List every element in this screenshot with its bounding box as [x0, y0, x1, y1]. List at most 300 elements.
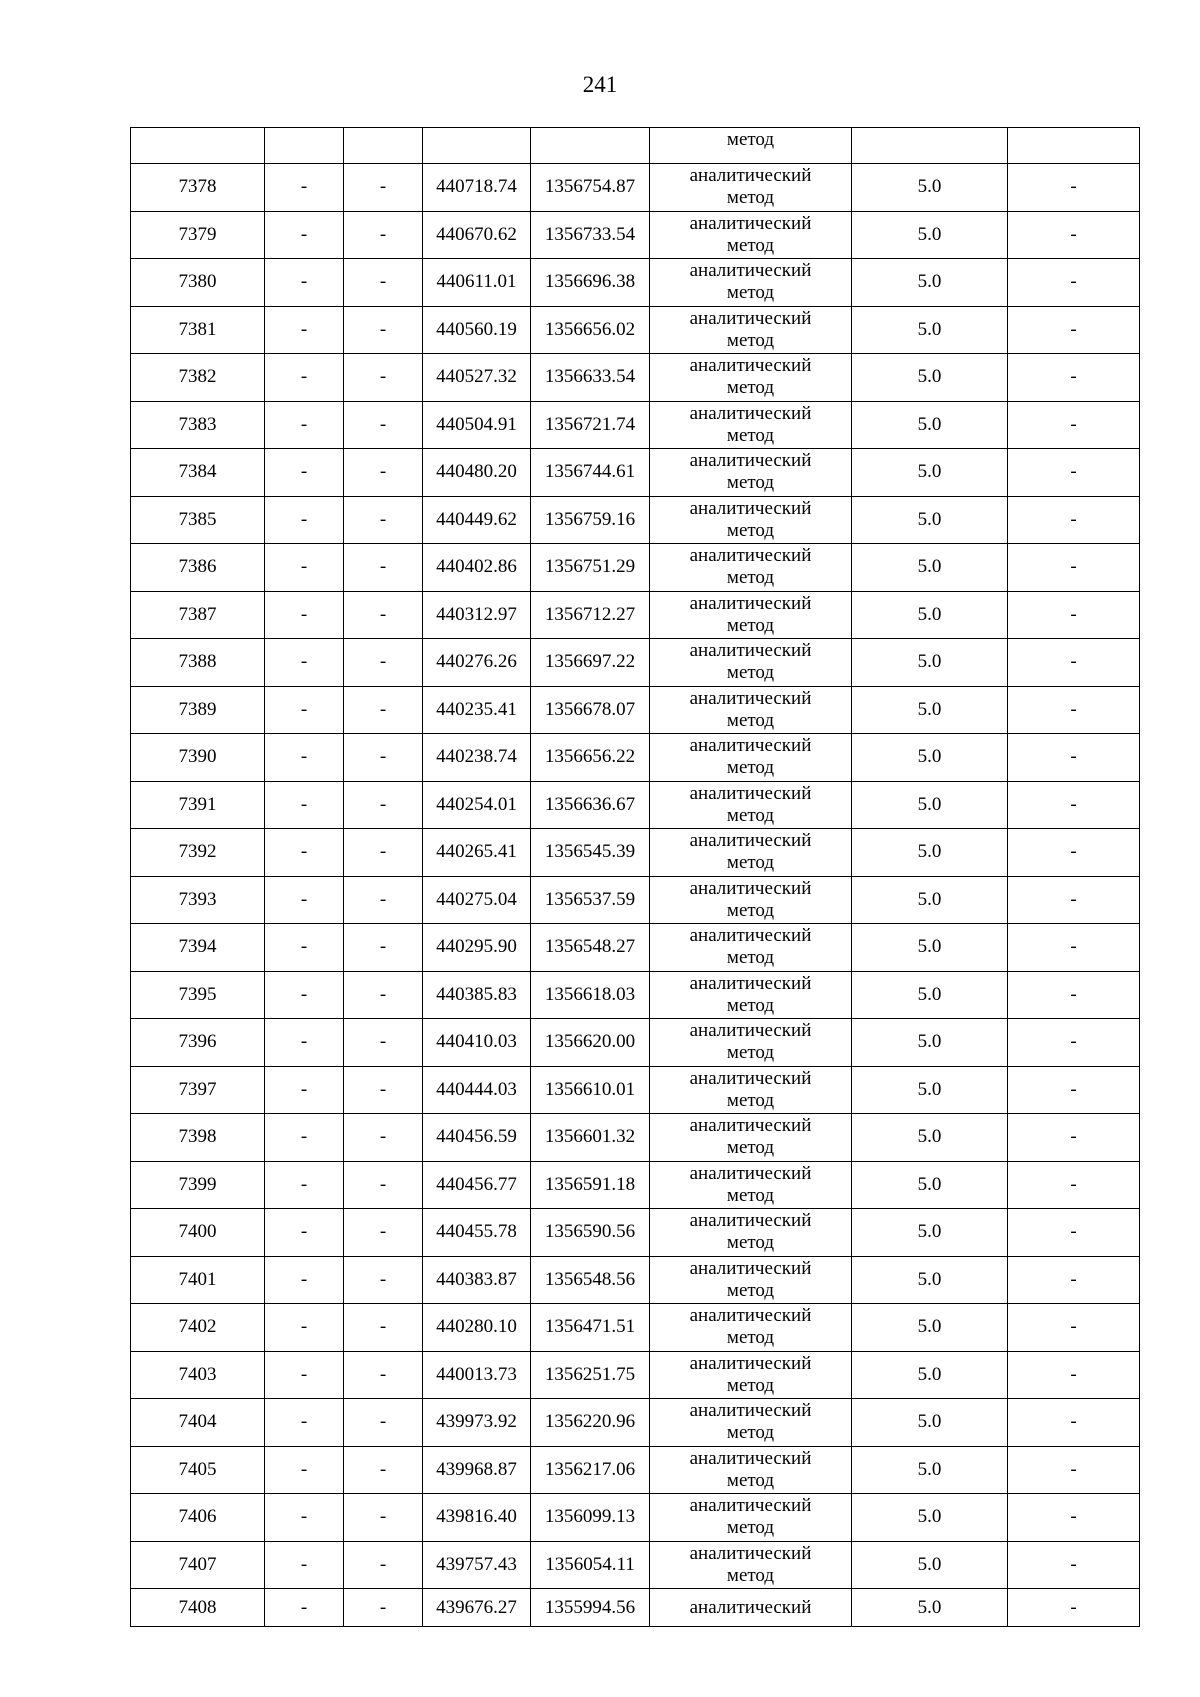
- cell-accuracy: 5.0: [852, 1019, 1008, 1067]
- cell-x: [423, 128, 531, 164]
- method-line: метод: [726, 1422, 775, 1444]
- cell-x: 440480.20: [423, 449, 531, 497]
- method-line: аналитический: [689, 402, 812, 424]
- cell-col3: -: [344, 1494, 423, 1542]
- cell-number: 7389: [131, 686, 265, 734]
- table-row: [131, 781, 1140, 829]
- cell-col3: -: [344, 1209, 423, 1257]
- method-line: аналитический: [689, 782, 812, 804]
- cell-y: 1356471.51: [531, 1304, 650, 1352]
- cell-col3: -: [344, 1446, 423, 1494]
- cell-method: [650, 1399, 852, 1447]
- cell-number: 7381: [131, 306, 265, 354]
- cell-method: [650, 1446, 852, 1494]
- cell-method: [650, 1494, 852, 1542]
- cell-method: [650, 128, 852, 164]
- cell-col8: -: [1008, 1066, 1140, 1114]
- cell-col8: -: [1008, 401, 1140, 449]
- cell-col2: -: [265, 306, 344, 354]
- cell-x: 440235.41: [423, 686, 531, 734]
- cell-method: [650, 734, 852, 782]
- method-line: аналитический: [689, 450, 812, 472]
- cell-col3: -: [344, 591, 423, 639]
- table-row: [131, 1494, 1140, 1542]
- cell-col8: -: [1008, 1019, 1140, 1067]
- cell-col3: -: [344, 1019, 423, 1067]
- cell-accuracy: 5.0: [852, 734, 1008, 782]
- cell-col8: -: [1008, 1399, 1140, 1447]
- cell-accuracy: 5.0: [852, 401, 1008, 449]
- cell-col2: -: [265, 781, 344, 829]
- cell-accuracy: [852, 128, 1008, 164]
- cell-accuracy: 5.0: [852, 1209, 1008, 1257]
- cell-col3: -: [344, 734, 423, 782]
- cell-y: 1356548.27: [531, 924, 650, 972]
- cell-col8: -: [1008, 354, 1140, 402]
- method-line: аналитический: [689, 1305, 812, 1327]
- method-line: метод: [726, 1327, 775, 1349]
- cell-accuracy: 5.0: [852, 306, 1008, 354]
- cell-accuracy: 5.0: [852, 354, 1008, 402]
- table-row: [131, 164, 1140, 212]
- cell-y: 1356721.74: [531, 401, 650, 449]
- cell-col8: -: [1008, 449, 1140, 497]
- cell-x: 440611.01: [423, 259, 531, 307]
- method-line: метод: [726, 1042, 775, 1064]
- cell-col2: -: [265, 1066, 344, 1114]
- cell-accuracy: 5.0: [852, 1399, 1008, 1447]
- cell-col2: -: [265, 259, 344, 307]
- cell-y: 1356099.13: [531, 1494, 650, 1542]
- cell-col3: -: [344, 686, 423, 734]
- table-row: [131, 496, 1140, 544]
- cell-method: [650, 1019, 852, 1067]
- cell-col2: -: [265, 1494, 344, 1542]
- cell-col2: -: [265, 1541, 344, 1589]
- cell-col2: -: [265, 829, 344, 877]
- cell-accuracy: 5.0: [852, 544, 1008, 592]
- cell-col3: -: [344, 1304, 423, 1352]
- cell-method: [650, 924, 852, 972]
- method-line: метод: [726, 1184, 775, 1206]
- cell-number: 7387: [131, 591, 265, 639]
- cell-y: 1356636.67: [531, 781, 650, 829]
- cell-y: 1356633.54: [531, 354, 650, 402]
- table-row: [131, 1066, 1140, 1114]
- cell-col2: -: [265, 1351, 344, 1399]
- method-line: метод: [726, 1137, 775, 1159]
- method-line: аналитический: [689, 592, 812, 614]
- cell-method: аналитический: [650, 1589, 852, 1627]
- cell-method: [650, 496, 852, 544]
- table-row: [131, 259, 1140, 307]
- method-line: метод: [726, 1232, 775, 1254]
- method-line: метод: [726, 1374, 775, 1396]
- cell-col3: -: [344, 971, 423, 1019]
- cell-method: [650, 211, 852, 259]
- cell-number: 7384: [131, 449, 265, 497]
- method-line: метод: [726, 614, 775, 636]
- cell-col8: -: [1008, 591, 1140, 639]
- cell-number: 7398: [131, 1114, 265, 1162]
- table-row: [131, 1256, 1140, 1304]
- cell-col3: -: [344, 1114, 423, 1162]
- cell-x: 440275.04: [423, 876, 531, 924]
- table-row: [131, 449, 1140, 497]
- cell-y: [531, 128, 650, 164]
- cell-accuracy: 5.0: [852, 449, 1008, 497]
- method-line: аналитический: [689, 830, 812, 852]
- cell-x: 439973.92: [423, 1399, 531, 1447]
- cell-y: 1356610.01: [531, 1066, 650, 1114]
- cell-col2: -: [265, 1161, 344, 1209]
- cell-method: [650, 1304, 852, 1352]
- cell-col8: -: [1008, 544, 1140, 592]
- cell-y: 1356591.18: [531, 1161, 650, 1209]
- cell-accuracy: 5.0: [852, 1541, 1008, 1589]
- cell-accuracy: 5.0: [852, 924, 1008, 972]
- cell-x: 440527.32: [423, 354, 531, 402]
- cell-number: 7397: [131, 1066, 265, 1114]
- cell-method: [650, 1541, 852, 1589]
- cell-accuracy: 5.0: [852, 496, 1008, 544]
- cell-col8: -: [1008, 1494, 1140, 1542]
- table-body: [131, 128, 1140, 1627]
- cell-method: [650, 686, 852, 734]
- cell-x: 440276.26: [423, 639, 531, 687]
- cell-col8: -: [1008, 259, 1140, 307]
- cell-number: 7396: [131, 1019, 265, 1067]
- method-line: метод: [726, 567, 775, 589]
- cell-col3: -: [344, 876, 423, 924]
- cell-x: 440410.03: [423, 1019, 531, 1067]
- table-row: [131, 829, 1140, 877]
- cell-x: 440312.97: [423, 591, 531, 639]
- cell-col3: -: [344, 449, 423, 497]
- method-line: аналитический: [689, 260, 812, 282]
- table-row: [131, 1351, 1140, 1399]
- method-line: аналитический: [689, 1400, 812, 1422]
- cell-accuracy: 5.0: [852, 1256, 1008, 1304]
- cell-accuracy: 5.0: [852, 686, 1008, 734]
- method-line: аналитический: [689, 877, 812, 899]
- cell-x: 439968.87: [423, 1446, 531, 1494]
- cell-col8: -: [1008, 306, 1140, 354]
- method-line: метод: [726, 1517, 775, 1539]
- cell-y: 1356759.16: [531, 496, 650, 544]
- cell-col2: -: [265, 1589, 344, 1627]
- cell-col3: -: [344, 1161, 423, 1209]
- cell-col2: -: [265, 924, 344, 972]
- cell-y: 1356656.22: [531, 734, 650, 782]
- cell-col2: -: [265, 1304, 344, 1352]
- method-line: метод: [726, 662, 775, 684]
- cell-col8: -: [1008, 971, 1140, 1019]
- cell-x: 440456.59: [423, 1114, 531, 1162]
- cell-number: 7394: [131, 924, 265, 972]
- table-row: [131, 211, 1140, 259]
- cell-col3: -: [344, 639, 423, 687]
- cell-number: 7388: [131, 639, 265, 687]
- cell-accuracy: 5.0: [852, 1066, 1008, 1114]
- cell-col3: -: [344, 924, 423, 972]
- cell-accuracy: 5.0: [852, 639, 1008, 687]
- cell-col3: -: [344, 259, 423, 307]
- cell-y: 1356220.96: [531, 1399, 650, 1447]
- cell-accuracy: 5.0: [852, 1114, 1008, 1162]
- cell-col2: -: [265, 876, 344, 924]
- method-line: метод: [726, 804, 775, 826]
- cell-col2: -: [265, 354, 344, 402]
- cell-col2: -: [265, 164, 344, 212]
- method-line: аналитический: [689, 1115, 812, 1137]
- cell-number: 7393: [131, 876, 265, 924]
- cell-x: 440280.10: [423, 1304, 531, 1352]
- cell-number: 7378: [131, 164, 265, 212]
- method-line: метод: [726, 947, 775, 969]
- cell-number: 7392: [131, 829, 265, 877]
- table-row: [131, 1399, 1140, 1447]
- cell-col3: -: [344, 1399, 423, 1447]
- cell-col2: -: [265, 591, 344, 639]
- cell-accuracy: 5.0: [852, 1304, 1008, 1352]
- cell-accuracy: 5.0: [852, 259, 1008, 307]
- cell-col8: -: [1008, 496, 1140, 544]
- cell-accuracy: 5.0: [852, 1351, 1008, 1399]
- cell-number: [131, 128, 265, 164]
- cell-method: [650, 1114, 852, 1162]
- cell-col2: -: [265, 971, 344, 1019]
- cell-method: [650, 876, 852, 924]
- cell-col3: -: [344, 781, 423, 829]
- cell-number: 7406: [131, 1494, 265, 1542]
- method-line: аналитический: [689, 1067, 812, 1089]
- table-row: [131, 354, 1140, 402]
- cell-col8: -: [1008, 734, 1140, 782]
- cell-number: 7383: [131, 401, 265, 449]
- cell-col2: -: [265, 211, 344, 259]
- cell-col2: -: [265, 686, 344, 734]
- cell-y: 1356054.11: [531, 1541, 650, 1589]
- cell-number: 7402: [131, 1304, 265, 1352]
- cell-col8: -: [1008, 639, 1140, 687]
- cell-col8: -: [1008, 211, 1140, 259]
- method-line: метод: [726, 519, 775, 541]
- cell-col3: -: [344, 1589, 423, 1627]
- cell-accuracy: 5.0: [852, 1161, 1008, 1209]
- cell-number: 7380: [131, 259, 265, 307]
- table-row: [131, 639, 1140, 687]
- cell-y: 1356733.54: [531, 211, 650, 259]
- method-line: аналитический: [689, 307, 812, 329]
- method-line: метод: [726, 282, 775, 304]
- table-row: [131, 1589, 1140, 1627]
- cell-accuracy: 5.0: [852, 781, 1008, 829]
- cell-method: [650, 449, 852, 497]
- cell-method: [650, 1351, 852, 1399]
- cell-col3: -: [344, 544, 423, 592]
- cell-x: 440295.90: [423, 924, 531, 972]
- table-row: [131, 591, 1140, 639]
- cell-col8: -: [1008, 1114, 1140, 1162]
- cell-col2: -: [265, 449, 344, 497]
- cell-accuracy: 5.0: [852, 971, 1008, 1019]
- cell-col2: -: [265, 401, 344, 449]
- cell-x: 440385.83: [423, 971, 531, 1019]
- table-row: [131, 734, 1140, 782]
- cell-y: 1356537.59: [531, 876, 650, 924]
- cell-col8: -: [1008, 1589, 1140, 1627]
- cell-col3: -: [344, 1256, 423, 1304]
- cell-method: [650, 306, 852, 354]
- method-line: аналитический: [689, 545, 812, 567]
- cell-col3: [344, 128, 423, 164]
- method-line: аналитический: [689, 925, 812, 947]
- method-line: аналитический: [689, 1447, 812, 1469]
- coordinates-table: [130, 127, 1140, 1627]
- cell-col8: -: [1008, 1446, 1140, 1494]
- table-row: [131, 306, 1140, 354]
- cell-col2: -: [265, 1399, 344, 1447]
- cell-number: 7403: [131, 1351, 265, 1399]
- method-line: метод: [726, 994, 775, 1016]
- cell-x: 440444.03: [423, 1066, 531, 1114]
- cell-col8: -: [1008, 829, 1140, 877]
- cell-y: 1356754.87: [531, 164, 650, 212]
- method-line: аналитический: [689, 497, 812, 519]
- method-line: метод: [726, 128, 775, 150]
- method-line: аналитический: [689, 1495, 812, 1517]
- cell-col8: -: [1008, 686, 1140, 734]
- table-row: [131, 1019, 1140, 1067]
- cell-col2: [265, 128, 344, 164]
- cell-col2: -: [265, 734, 344, 782]
- cell-method: [650, 1209, 852, 1257]
- cell-number: 7408: [131, 1589, 265, 1627]
- cell-col2: -: [265, 544, 344, 592]
- cell-number: 7405: [131, 1446, 265, 1494]
- cell-col3: -: [344, 829, 423, 877]
- method-line: аналитический: [689, 735, 812, 757]
- cell-y: 1356601.32: [531, 1114, 650, 1162]
- cell-col8: -: [1008, 1161, 1140, 1209]
- cell-accuracy: 5.0: [852, 591, 1008, 639]
- cell-number: 7386: [131, 544, 265, 592]
- cell-x: 440455.78: [423, 1209, 531, 1257]
- table-row: [131, 544, 1140, 592]
- cell-col8: -: [1008, 1304, 1140, 1352]
- method-line: аналитический: [689, 640, 812, 662]
- method-line: метод: [726, 1469, 775, 1491]
- cell-col3: -: [344, 1066, 423, 1114]
- cell-y: 1356696.38: [531, 259, 650, 307]
- method-line: метод: [726, 472, 775, 494]
- cell-col3: -: [344, 354, 423, 402]
- cell-y: 1356217.06: [531, 1446, 650, 1494]
- method-line: аналитический: [689, 1352, 812, 1374]
- cell-y: 1356656.02: [531, 306, 650, 354]
- table-row: [131, 1304, 1140, 1352]
- cell-number: 7385: [131, 496, 265, 544]
- cell-col3: -: [344, 1541, 423, 1589]
- method-line: метод: [726, 329, 775, 351]
- cell-number: 7399: [131, 1161, 265, 1209]
- cell-col8: -: [1008, 164, 1140, 212]
- table-row: [131, 401, 1140, 449]
- page-number: 241: [582, 72, 618, 97]
- cell-method: [650, 259, 852, 307]
- cell-number: 7400: [131, 1209, 265, 1257]
- cell-x: 440456.77: [423, 1161, 531, 1209]
- cell-method: [650, 591, 852, 639]
- cell-method: [650, 354, 852, 402]
- table-row: [131, 971, 1140, 1019]
- cell-col3: -: [344, 496, 423, 544]
- cell-accuracy: 5.0: [852, 876, 1008, 924]
- cell-col3: -: [344, 401, 423, 449]
- cell-number: 7401: [131, 1256, 265, 1304]
- cell-y: 1356697.22: [531, 639, 650, 687]
- method-line: метод: [726, 852, 775, 874]
- cell-x: 440718.74: [423, 164, 531, 212]
- cell-col8: -: [1008, 924, 1140, 972]
- table-row: [131, 1114, 1140, 1162]
- cell-x: 440560.19: [423, 306, 531, 354]
- table-row: [131, 686, 1140, 734]
- method-line: аналитический: [689, 212, 812, 234]
- cell-x: 439757.43: [423, 1541, 531, 1589]
- cell-accuracy: 5.0: [852, 829, 1008, 877]
- method-line: аналитический: [689, 687, 812, 709]
- method-line: метод: [726, 757, 775, 779]
- cell-col3: -: [344, 164, 423, 212]
- cell-x: 440504.91: [423, 401, 531, 449]
- cell-number: 7391: [131, 781, 265, 829]
- cell-x: 439676.27: [423, 1589, 531, 1627]
- cell-y: 1356590.56: [531, 1209, 650, 1257]
- cell-col2: -: [265, 1019, 344, 1067]
- table-row: [131, 924, 1140, 972]
- method-line: аналитический: [689, 1542, 812, 1564]
- cell-accuracy: 5.0: [852, 1589, 1008, 1627]
- cell-col8: -: [1008, 1256, 1140, 1304]
- cell-col8: -: [1008, 876, 1140, 924]
- cell-accuracy: 5.0: [852, 164, 1008, 212]
- cell-y: 1356548.56: [531, 1256, 650, 1304]
- table-row: [131, 1446, 1140, 1494]
- cell-col2: -: [265, 1114, 344, 1162]
- cell-x: 440238.74: [423, 734, 531, 782]
- cell-col3: -: [344, 306, 423, 354]
- cell-col3: -: [344, 1351, 423, 1399]
- method-line: аналитический: [689, 1020, 812, 1042]
- cell-method: [650, 829, 852, 877]
- cell-col8: -: [1008, 1541, 1140, 1589]
- cell-method: [650, 1161, 852, 1209]
- cell-col2: -: [265, 639, 344, 687]
- cell-y: 1356545.39: [531, 829, 650, 877]
- cell-x: 440670.62: [423, 211, 531, 259]
- cell-method: [650, 1256, 852, 1304]
- cell-x: 440402.86: [423, 544, 531, 592]
- method-line: метод: [726, 1089, 775, 1111]
- method-line: метод: [726, 234, 775, 256]
- cell-x: 440383.87: [423, 1256, 531, 1304]
- method-line: аналитический: [689, 1257, 812, 1279]
- table-row: [131, 1541, 1140, 1589]
- cell-accuracy: 5.0: [852, 1446, 1008, 1494]
- cell-y: 1356712.27: [531, 591, 650, 639]
